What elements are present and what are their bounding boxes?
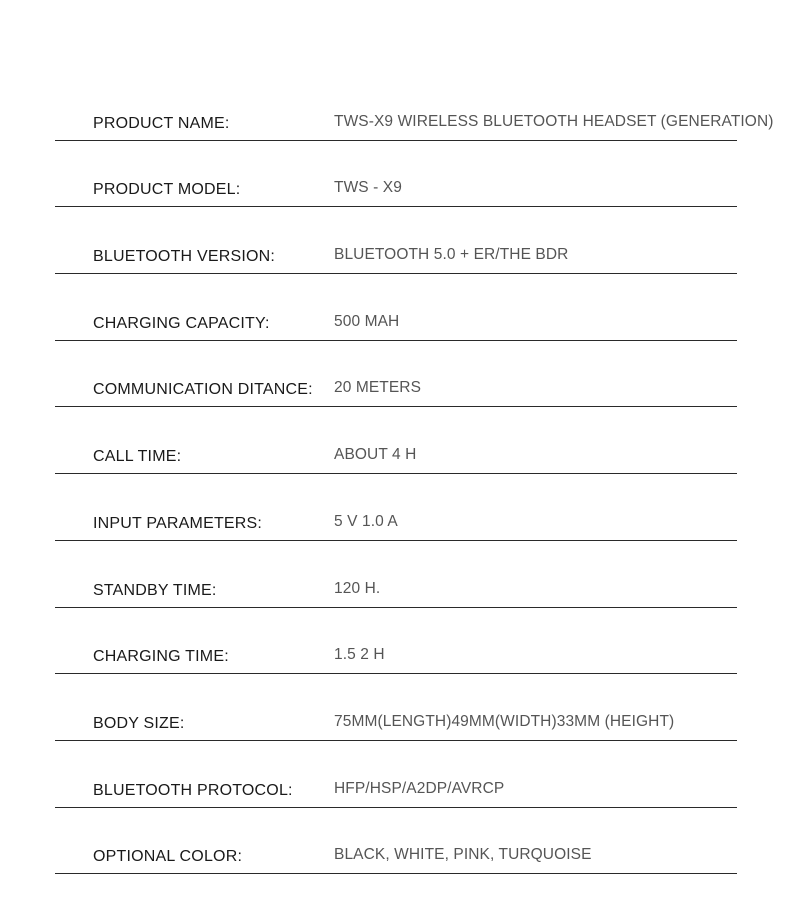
spec-label: INPUT PARAMETERS: (93, 514, 263, 532)
spec-value: HFP/HSP/A2DP/AVRCP (334, 779, 505, 797)
spec-row-bluetooth-version (55, 207, 737, 274)
spec-label: CALL TIME: (93, 448, 182, 466)
spec-label: CHARGING CAPACITY: (93, 314, 270, 332)
spec-value: TWS-X9 WIRELESS BLUETOOTH HEADSET (GENERATION) (334, 112, 774, 130)
spec-row-communication-distance (55, 341, 737, 408)
spec-table (55, 74, 774, 874)
spec-label: STANDBY TIME: (93, 581, 217, 599)
spec-row-charging-time (55, 608, 737, 675)
spec-row-call-time (55, 407, 737, 474)
spec-label: BLUETOOTH PROTOCOL: (93, 781, 293, 799)
spec-value: 5 V 1.0 A (334, 512, 398, 530)
spec-label: PRODUCT MODEL: (93, 181, 241, 199)
spec-row-product-model (55, 141, 737, 208)
spec-value: 20 METERS (334, 379, 422, 397)
spec-row-standby-time (55, 541, 737, 608)
spec-label: OPTIONAL COLOR: (93, 848, 243, 866)
spec-row-body-size (55, 674, 737, 741)
spec-label: CHARGING TIME: (93, 648, 229, 666)
spec-value: 75MM(LENGTH)49MM(WIDTH)33MM (HEIGHT) (334, 712, 675, 730)
spec-value: 120 H. (334, 579, 381, 597)
spec-label: COMMUNICATION DITANCE: (93, 381, 313, 399)
spec-row-input-parameters (55, 474, 737, 541)
spec-row-product-name (55, 74, 774, 141)
spec-row-optional-color (55, 808, 737, 875)
spec-row-bluetooth-protocol (55, 741, 737, 808)
spec-value: TWS - X9 (334, 179, 402, 197)
spec-value: 1.5 2 H (334, 646, 385, 664)
spec-value: 500 MAH (334, 312, 400, 330)
spec-value: BLUETOOTH 5.0 + ER/THE BDR (334, 246, 569, 264)
spec-label: BLUETOOTH VERSION: (93, 248, 276, 266)
spec-label: PRODUCT NAME: (93, 114, 230, 132)
spec-value: BLACK, WHITE, PINK, TURQUOISE (334, 846, 592, 864)
spec-row-charging-capacity (55, 274, 737, 341)
spec-value: ABOUT 4 H (334, 446, 417, 464)
spec-label: BODY SIZE: (93, 714, 185, 732)
